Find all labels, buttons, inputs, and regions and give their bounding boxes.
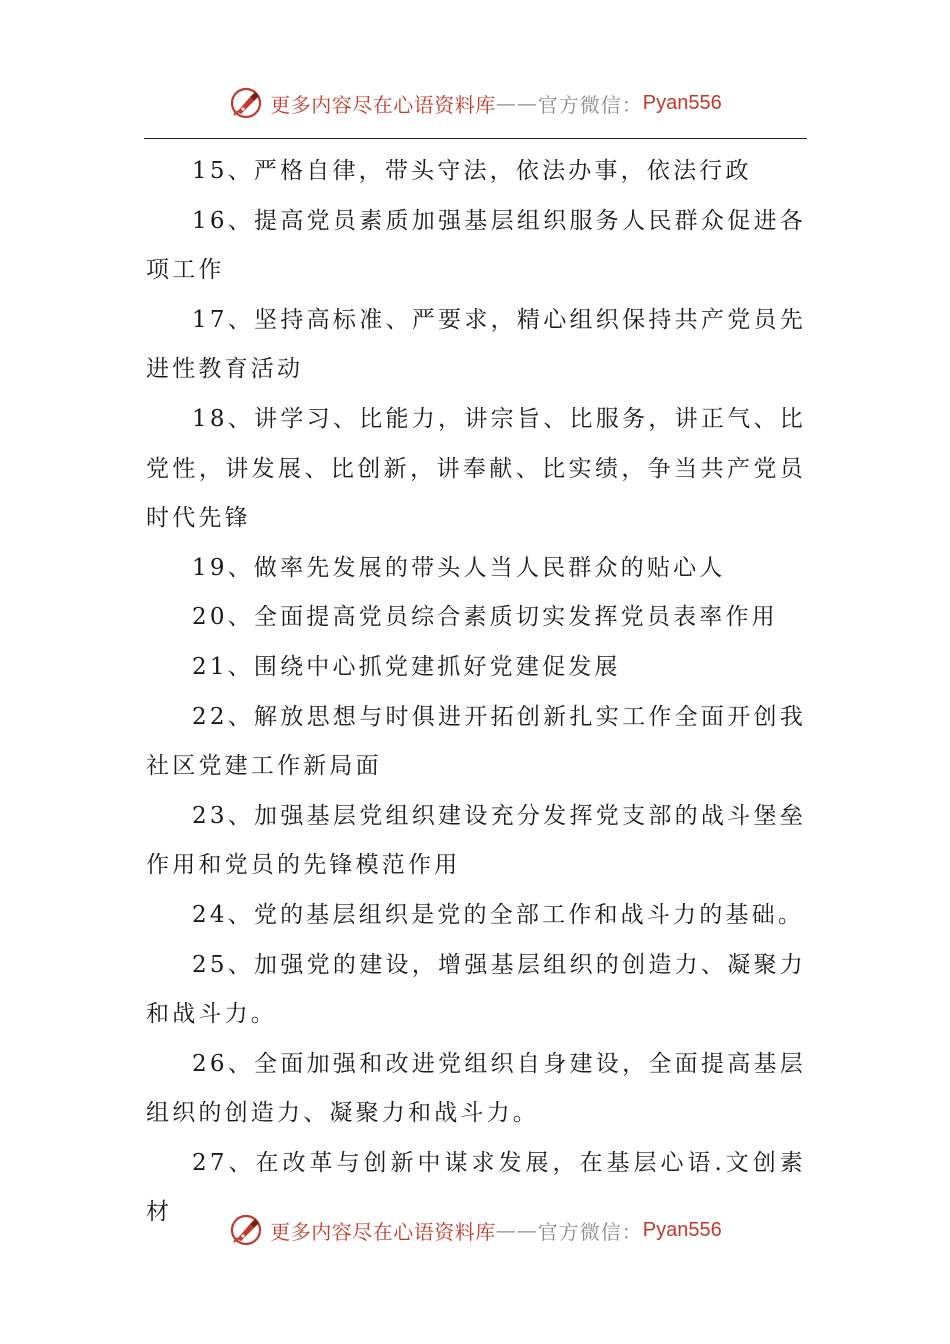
slogan-paragraph: 22、解放思想与时俱进开拓创新扎实工作全面开创我社区党建工作新局面 xyxy=(146,703,806,780)
slogan-paragraph: 25、加强党的建设，增强基层组织的创造力、凝聚力和战斗力。 xyxy=(146,951,806,1028)
slogan-paragraph: 20、全面提高党员综合素质切实发挥党员表率作用 xyxy=(192,604,778,631)
footer-wechat-id: Pyan556 xyxy=(642,1218,722,1241)
slogan-paragraph: 18、讲学习、比能力，讲宗旨、比服务，讲正气、比党性，讲发展、比创新，讲奉献、比实绩，争当共产党员时代先锋 xyxy=(146,405,806,532)
slogan-paragraph: 16、提高党员素质加强基层组织服务人民群众促进各项工作 xyxy=(146,207,806,284)
pen-nib-logo-icon xyxy=(228,85,264,121)
header-banner xyxy=(0,78,950,128)
slogan-paragraph: 27、在改革与创新中谋求发展，在基层心语.文创素材 xyxy=(146,1149,806,1226)
footer-wechat-label: 官方微信： xyxy=(537,1219,643,1244)
slogan-paragraph: 19、做率先发展的带头人当人民群众的贴心人 xyxy=(192,554,726,581)
header-divider xyxy=(144,138,807,139)
slogan-paragraph: 17、坚持高标准、严要求，精心组织保持共产党员先进性教育活动 xyxy=(146,306,806,383)
slogan-paragraph: 23、加强基层党组织建设充分发挥党支部的战斗堡垒作用和党员的先锋模范作用 xyxy=(146,802,806,879)
slogan-paragraph: 15、严格自律，带头守法，依法办事，依法行政 xyxy=(192,158,752,184)
footer-brand-text: 更多内容尽在心语资料库 xyxy=(270,1219,496,1244)
header-brand-text: 更多内容尽在心语资料库 xyxy=(270,92,496,117)
slogan-paragraph: 24、党的基层组织是党的全部工作和战斗力的基础。 xyxy=(192,901,805,928)
slogan-paragraph: 21、围绕中心抓党建抓好党建促发展 xyxy=(192,653,621,680)
footer-banner xyxy=(0,1205,950,1255)
header-dash: —— xyxy=(495,91,538,115)
header-wechat-id: Pyan556 xyxy=(642,91,722,114)
footer-dash: —— xyxy=(495,1218,538,1242)
slogan-paragraph: 26、全面加强和改进党组织自身建设，全面提高基层组织的创造力、凝聚力和战斗力。 xyxy=(146,1050,806,1127)
header-wechat-label: 官方微信： xyxy=(537,92,643,117)
document-body xyxy=(146,147,806,1238)
pen-nib-logo-icon xyxy=(228,1212,264,1248)
